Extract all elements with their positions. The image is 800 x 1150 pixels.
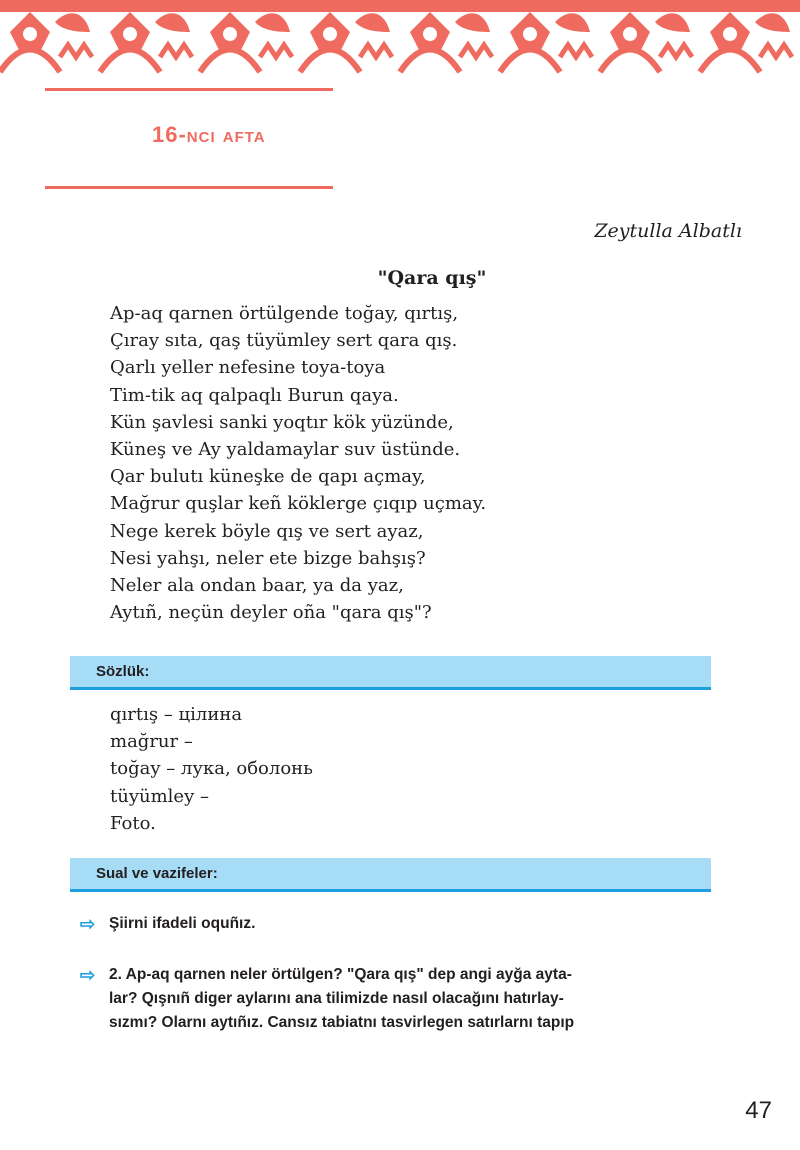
poem-author: Zeytulla Albatlı	[594, 220, 742, 242]
poem-line: Küneş ve Ay yaldamaylar suv üstünde.	[110, 439, 461, 461]
vocabulary-item: Foto.	[110, 812, 156, 834]
poem-line: Çıray sıta, qaş tüyümley sert qara qış.	[110, 330, 458, 352]
task-item	[80, 912, 255, 936]
poem-body	[110, 300, 486, 626]
task-line: lar? Qışnıñ diger aylarını ana tilimizde nasıl olacağını hatırlay-	[109, 990, 564, 1007]
poem-line: Qar bulutı küneşke de qapı açmay,	[110, 466, 426, 488]
vocabulary-heading: Sözlük:	[70, 656, 711, 690]
title-rule-top	[45, 88, 333, 91]
poem-title: "Qara qış"	[377, 267, 487, 289]
task-line: Şiirni ifadeli oquñız.	[109, 915, 256, 932]
vocabulary-item: toğay – лука, оболонь	[110, 758, 313, 780]
task-line: sızmı? Olarnı aytıñız. Cansız tabiatnı tasvirlegen satırlarnı tapıp	[109, 1014, 575, 1031]
page-number: 47	[745, 1097, 772, 1124]
poem-line: Mağrur quşlar keñ köklerge çıqıp uçmay.	[110, 493, 487, 515]
arrow-right-icon: ⇨	[80, 914, 96, 934]
vocabulary-list	[110, 701, 313, 837]
poem-line: Aytıñ, neçün deyler oña "qara qış"?	[110, 602, 432, 624]
floral-ornament-border	[0, 0, 800, 80]
poem-line: Neler ala ondan baar, ya da yaz,	[110, 575, 404, 597]
task-item	[80, 963, 574, 1035]
title-rule-bottom	[45, 186, 333, 189]
arrow-right-icon: ⇨	[80, 965, 96, 985]
poem-line: Tim-tik aq qalpaqlı Burun qaya.	[110, 384, 399, 406]
tasks-heading: Sual ve vazifeler:	[70, 858, 711, 892]
poem-line: Qarlı yeller nefesine toya-toya	[110, 357, 386, 379]
vocabulary-item: tüyümley –	[110, 785, 209, 807]
poem-line: Nesi yahşı, neler ete bizge bahşış?	[110, 547, 426, 569]
vocabulary-item: mağrur –	[110, 731, 193, 753]
vocabulary-item: qırtış – цілина	[110, 704, 243, 725]
week-title: 16-nci afta	[152, 122, 266, 147]
poem-line: Nege kerek böyle qış ve sert ayaz,	[110, 520, 424, 542]
task-line: 2. Ap-aq qarnen neler örtülgen? "Qara qış" dep angi ayğa ayta-	[109, 966, 572, 983]
poem-line: Ap-aq qarnen örtülgende toğay, qırtış,	[110, 303, 459, 324]
poem-line: Kün şavlesi sanki yoqtır kök yüzünde,	[110, 411, 454, 433]
